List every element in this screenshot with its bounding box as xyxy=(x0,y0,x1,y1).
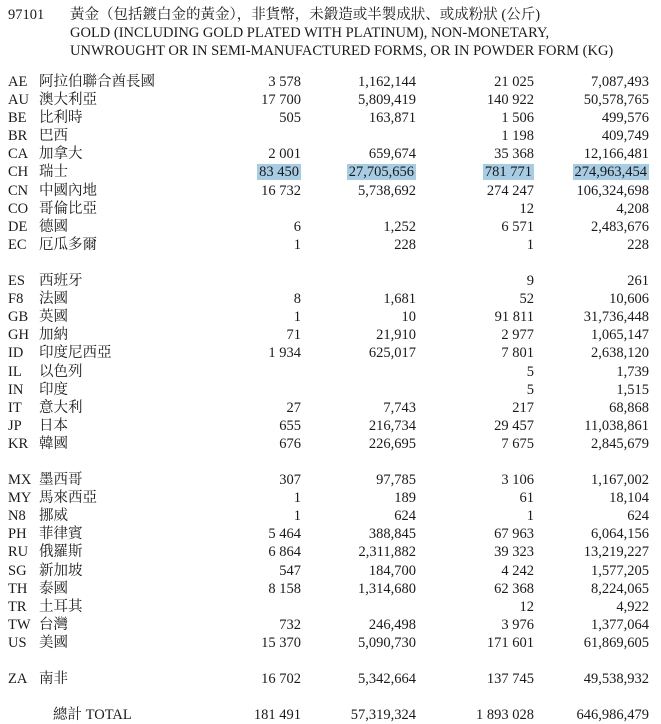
country-name: 挪威 xyxy=(39,508,68,525)
commodity-title-en-1: GOLD (INCLUDING GOLD PLATED WITH PLATINUM), NON-MONETARY, xyxy=(70,25,550,41)
country-name: 哥倫比亞 xyxy=(39,200,97,217)
value-1: 624 xyxy=(394,508,416,525)
country-code: BR xyxy=(8,128,28,145)
value-1: 226,695 xyxy=(368,435,416,452)
country-name: 美國 xyxy=(39,634,68,651)
total-row xyxy=(0,706,661,724)
value-1: 5,342,664 xyxy=(358,671,416,688)
quantity-1: 505 xyxy=(279,110,301,127)
value-2: 1,739 xyxy=(616,363,649,380)
country-code: AU xyxy=(8,92,29,109)
value-1 xyxy=(347,163,416,181)
country-name: 俄羅斯 xyxy=(39,544,83,561)
quantity-1: 2 001 xyxy=(268,146,301,163)
country-name: 泰國 xyxy=(39,580,68,597)
commodity-title-en-2: UNWROUGHT OR IN SEMI-MANUFACTURED FORMS, OR IN POWDER FORM (KG) xyxy=(70,43,614,59)
quantity-2: 274 247 xyxy=(486,182,534,199)
value-2: 13,219,227 xyxy=(583,544,649,561)
value-1: 1,162,144 xyxy=(358,74,416,90)
country-code: CN xyxy=(8,182,29,199)
quantity-2: 217 xyxy=(512,399,534,416)
quantity-1: 15 370 xyxy=(261,634,301,651)
country-name: 瑞士 xyxy=(39,164,68,181)
value-2: 50,578,765 xyxy=(583,92,649,109)
value-1: 7,743 xyxy=(383,399,416,416)
quantity-2: 137 745 xyxy=(486,671,534,688)
value-1: 10 xyxy=(401,309,416,326)
quantity-1: 1 934 xyxy=(268,345,301,362)
quantity-1: 27 xyxy=(286,399,301,416)
quantity-2: 1 xyxy=(526,236,534,253)
country-code: SG xyxy=(8,562,27,579)
value-2: 68,868 xyxy=(609,399,649,416)
country-code: DE xyxy=(8,218,28,235)
quantity-2: 6 571 xyxy=(501,218,534,235)
country-name: 總計 TOTAL xyxy=(53,707,132,724)
table-row xyxy=(0,109,661,127)
table-row xyxy=(0,272,661,290)
highlighted-cell: 274,963,454 xyxy=(574,164,647,181)
quantity-2: 35 368 xyxy=(494,146,534,163)
quantity-2: 5 xyxy=(526,363,534,380)
country-name: 比利時 xyxy=(39,110,83,127)
quantity-2: 1 506 xyxy=(501,110,534,127)
country-code: IN xyxy=(8,381,24,398)
table-row xyxy=(0,381,661,399)
country-name: 印度尼西亞 xyxy=(39,345,112,362)
value-1: 21,910 xyxy=(376,327,416,344)
value-2: 31,736,448 xyxy=(583,309,649,326)
quantity-1: 655 xyxy=(279,417,301,434)
quantity-2: 3 976 xyxy=(501,616,534,633)
table-row xyxy=(0,435,661,453)
value-2 xyxy=(573,163,650,181)
table-row xyxy=(0,489,661,507)
quantity-1: 6 864 xyxy=(268,544,301,561)
value-1: 228 xyxy=(394,236,416,253)
quantity-2: 7 675 xyxy=(501,435,534,452)
country-code: RU xyxy=(8,544,29,561)
table-row xyxy=(0,344,661,362)
country-code: AE xyxy=(8,74,28,90)
table-row xyxy=(0,417,661,435)
row-spacer xyxy=(0,688,661,706)
country-code: CA xyxy=(8,146,29,163)
country-name: 德國 xyxy=(39,218,68,235)
value-2: 11,038,861 xyxy=(584,417,649,434)
quantity-2 xyxy=(483,163,534,181)
table-row xyxy=(0,145,661,163)
quantity-2: 62 368 xyxy=(494,580,534,597)
country-code: US xyxy=(8,634,27,651)
country-name: 西班牙 xyxy=(39,273,83,290)
country-name: 南非 xyxy=(39,671,68,688)
commodity-title-zh: 黃金（包括鍍白金的黃金），非貨幣，未鍛造或半製成狀、或成粉狀 (公斤) xyxy=(70,7,541,23)
table-row xyxy=(0,308,661,326)
quantity-1: 1 xyxy=(293,236,301,253)
value-1: 246,498 xyxy=(368,616,416,633)
country-name: 意大利 xyxy=(39,399,83,416)
table-row xyxy=(0,525,661,543)
commodity-code: 97101 xyxy=(8,7,45,23)
value-1: 388,845 xyxy=(368,526,416,543)
country-code: TH xyxy=(8,580,28,597)
table-row xyxy=(0,326,661,344)
country-name: 馬來西亞 xyxy=(39,490,97,507)
quantity-2: 12 xyxy=(519,200,534,217)
table-row xyxy=(0,507,661,525)
country-code: ES xyxy=(8,273,25,290)
value-1: 5,090,730 xyxy=(358,634,416,651)
row-spacer xyxy=(0,453,661,471)
value-1: 1,681 xyxy=(383,291,416,308)
quantity-1 xyxy=(257,163,301,181)
table-row xyxy=(0,127,661,145)
country-name: 印度 xyxy=(39,381,68,398)
value-2: 1,577,205 xyxy=(591,562,649,579)
country-name: 菲律賓 xyxy=(39,526,83,543)
country-name: 澳大利亞 xyxy=(39,92,97,109)
quantity-1: 1 xyxy=(293,490,301,507)
table-row xyxy=(0,543,661,561)
country-code: TR xyxy=(8,598,27,615)
value-2: 1,065,147 xyxy=(591,327,649,344)
quantity-1: 3 578 xyxy=(268,74,301,90)
country-name: 土耳其 xyxy=(39,598,83,615)
value-2: 4,922 xyxy=(616,598,649,615)
value-1: 659,674 xyxy=(368,146,416,163)
value-2: 12,166,481 xyxy=(583,146,649,163)
value-1: 189 xyxy=(394,490,416,507)
value-2: 6,064,156 xyxy=(591,526,649,543)
country-code: CO xyxy=(8,200,29,217)
country-code: KR xyxy=(8,435,29,452)
country-code: IT xyxy=(8,399,22,416)
quantity-2: 21 025 xyxy=(494,74,534,90)
value-2: 261 xyxy=(627,273,649,290)
table-row xyxy=(0,598,661,616)
quantity-1: 732 xyxy=(279,616,301,633)
country-code: BE xyxy=(8,110,27,127)
quantity-1: 16 732 xyxy=(261,182,301,199)
quantity-2: 52 xyxy=(519,291,534,308)
quantity-2: 3 106 xyxy=(501,472,534,489)
country-name: 加拿大 xyxy=(39,146,83,163)
table-row xyxy=(0,399,661,417)
country-code: MY xyxy=(8,490,32,507)
quantity-2: 1 893 028 xyxy=(476,707,534,724)
value-1: 163,871 xyxy=(368,110,416,127)
quantity-1: 71 xyxy=(286,327,301,344)
value-1: 2,311,882 xyxy=(358,544,416,561)
quantity-2: 140 922 xyxy=(486,92,534,109)
value-2: 2,638,120 xyxy=(591,345,649,362)
value-2: 2,483,676 xyxy=(591,218,649,235)
country-code: N8 xyxy=(8,508,26,525)
value-1: 5,809,419 xyxy=(358,92,416,109)
country-name: 韓國 xyxy=(39,435,68,452)
value-2: 49,538,932 xyxy=(583,671,649,688)
highlighted-cell: 83 450 xyxy=(259,164,299,181)
table-row xyxy=(0,182,661,200)
country-name: 法國 xyxy=(39,291,68,308)
quantity-1: 307 xyxy=(279,472,301,489)
table-row xyxy=(0,236,661,254)
country-name: 厄瓜多爾 xyxy=(39,236,97,253)
table-row xyxy=(0,471,661,489)
table-row xyxy=(0,290,661,308)
country-code: F8 xyxy=(8,291,24,308)
value-1: 216,734 xyxy=(368,417,416,434)
country-code: IL xyxy=(8,363,22,380)
row-spacer xyxy=(0,652,661,670)
country-name: 日本 xyxy=(39,417,68,434)
quantity-2: 67 963 xyxy=(494,526,534,543)
value-1: 57,319,324 xyxy=(350,707,416,724)
value-2: 624 xyxy=(627,508,649,525)
value-2: 228 xyxy=(627,236,649,253)
quantity-2: 91 811 xyxy=(494,309,534,326)
quantity-1: 1 xyxy=(293,309,301,326)
value-2: 61,869,605 xyxy=(583,634,649,651)
quantity-2: 9 xyxy=(526,273,534,290)
value-1: 625,017 xyxy=(368,345,416,362)
country-code: TW xyxy=(8,616,31,633)
country-name: 以色列 xyxy=(39,363,83,380)
quantity-1: 6 xyxy=(293,218,301,235)
table-row xyxy=(0,200,661,218)
value-1: 1,314,680 xyxy=(358,580,416,597)
quantity-1: 16 702 xyxy=(261,671,301,688)
country-code: JP xyxy=(8,417,22,434)
table-row xyxy=(0,218,661,236)
quantity-1: 676 xyxy=(279,435,301,452)
value-1: 5,738,692 xyxy=(358,182,416,199)
quantity-2: 12 xyxy=(519,598,534,615)
highlighted-cell: 781 771 xyxy=(484,164,532,181)
country-code: EC xyxy=(8,236,27,253)
country-code: CH xyxy=(8,164,29,181)
table-row xyxy=(0,670,661,688)
country-code: MX xyxy=(8,472,32,489)
quantity-2: 61 xyxy=(519,490,534,507)
highlighted-cell: 27,705,656 xyxy=(348,164,414,181)
value-2: 499,576 xyxy=(601,110,649,127)
value-2: 1,167,002 xyxy=(591,472,649,489)
table-row xyxy=(0,616,661,634)
quantity-2: 2 977 xyxy=(501,327,534,344)
table-row xyxy=(0,580,661,598)
quantity-2: 29 457 xyxy=(494,417,534,434)
value-2: 106,324,698 xyxy=(576,182,649,199)
value-2: 2,845,679 xyxy=(591,435,649,452)
country-code: PH xyxy=(8,526,27,543)
value-2: 1,377,064 xyxy=(591,616,649,633)
value-2: 409,749 xyxy=(601,128,649,145)
quantity-1: 5 464 xyxy=(268,526,301,543)
country-name: 加納 xyxy=(39,327,68,344)
country-code: GB xyxy=(8,309,29,326)
table-row xyxy=(0,562,661,580)
table-row xyxy=(0,163,661,181)
value-2: 18,104 xyxy=(609,490,649,507)
value-2: 646,986,479 xyxy=(576,707,649,724)
country-name: 巴西 xyxy=(39,128,68,145)
country-name: 台灣 xyxy=(39,616,68,633)
country-code: ZA xyxy=(8,671,28,688)
quantity-1: 17 700 xyxy=(261,92,301,109)
value-2: 1,515 xyxy=(616,381,649,398)
row-spacer xyxy=(0,254,661,272)
quantity-2: 7 801 xyxy=(501,345,534,362)
country-name: 墨西哥 xyxy=(39,472,83,489)
quantity-1: 8 xyxy=(293,291,301,308)
country-name: 阿拉伯聯合酋長國 xyxy=(39,74,155,90)
value-2: 7,087,493 xyxy=(591,74,649,90)
quantity-2: 39 323 xyxy=(494,544,534,561)
value-1: 97,785 xyxy=(376,472,416,489)
quantity-1: 8 158 xyxy=(268,580,301,597)
country-code: ID xyxy=(8,345,24,362)
table-row xyxy=(0,91,661,109)
quantity-2: 171 601 xyxy=(486,634,534,651)
quantity-1: 547 xyxy=(279,562,301,579)
country-name: 英國 xyxy=(39,309,68,326)
table-row xyxy=(0,634,661,652)
country-name: 新加坡 xyxy=(39,562,83,579)
value-1: 1,252 xyxy=(383,218,416,235)
quantity-2: 5 xyxy=(526,381,534,398)
value-2: 10,606 xyxy=(609,291,649,308)
trade-table xyxy=(0,73,661,724)
table-row xyxy=(0,363,661,381)
quantity-2: 1 198 xyxy=(501,128,534,145)
country-name: 中國內地 xyxy=(39,182,97,199)
quantity-1: 1 xyxy=(293,508,301,525)
quantity-2: 1 xyxy=(526,508,534,525)
quantity-2: 4 242 xyxy=(501,562,534,579)
value-2: 8,224,065 xyxy=(591,580,649,597)
value-2: 4,208 xyxy=(616,200,649,217)
quantity-1: 181 491 xyxy=(253,707,301,724)
country-code: GH xyxy=(8,327,29,344)
value-1: 184,700 xyxy=(368,562,416,579)
table-row xyxy=(0,73,661,91)
